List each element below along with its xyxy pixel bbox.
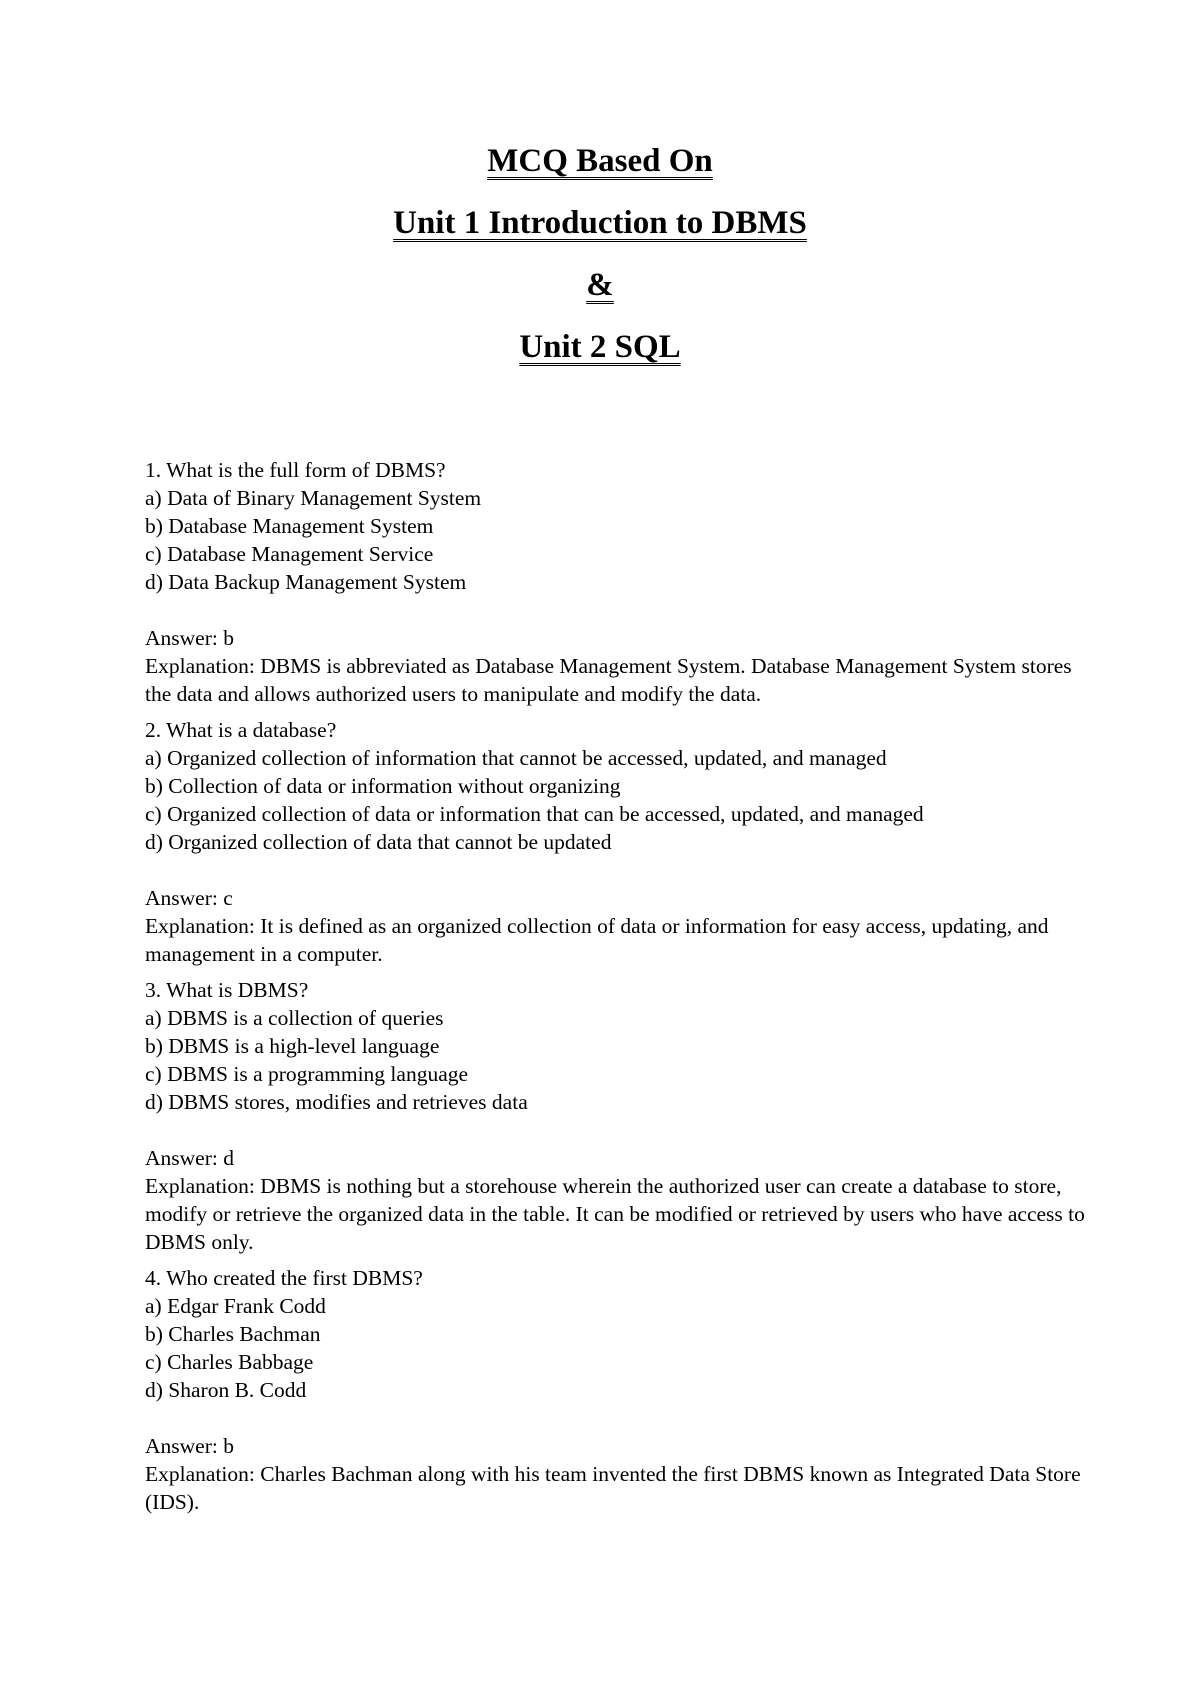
option-a: a) Data of Binary Management System	[145, 486, 482, 510]
answer-text: Answer: d	[145, 1146, 234, 1170]
title-line-1: MCQ Based On	[487, 143, 713, 179]
title-line-3: &	[586, 267, 614, 303]
question-text: 3. What is DBMS?	[145, 978, 309, 1002]
explanation-text: Explanation: DBMS is nothing but a storehouse wherein the authorized user can create a database to store, modify or retrieve the organized data in the table. It can be modified or retrieved by users who have access to DBMS only.	[145, 1174, 1085, 1254]
option-c: c) Database Management Service	[145, 542, 434, 566]
explanation-text: Explanation: DBMS is abbreviated as Database Management System. Database Management System stores the data and allows authorized users to manipulate and modify the data.	[145, 654, 1072, 706]
question-text: 4. Who created the first DBMS?	[145, 1266, 423, 1290]
title-line-4: Unit 2 SQL	[519, 329, 681, 365]
option-a: a) Edgar Frank Codd	[145, 1294, 326, 1318]
option-d: d) Data Backup Management System	[145, 570, 467, 594]
question-block-4	[145, 1264, 1085, 1516]
explanation-text: Explanation: Charles Bachman along with his team invented the first DBMS known as Integrated Data Store (IDS).	[145, 1462, 1081, 1514]
title-block	[0, 145, 1200, 393]
question-block-3	[145, 976, 1085, 1256]
option-b: b) Charles Bachman	[145, 1322, 321, 1346]
title-line-2: Unit 1 Introduction to DBMS	[393, 205, 807, 241]
questions-list	[145, 456, 1085, 1524]
option-d: d) DBMS stores, modifies and retrieves data	[145, 1090, 528, 1114]
question-block-1	[145, 456, 1085, 708]
option-d: d) Sharon B. Codd	[145, 1378, 307, 1402]
question-text: 2. What is a database?	[145, 718, 337, 742]
option-b: b) Database Management System	[145, 514, 434, 538]
option-d: d) Organized collection of data that cannot be updated	[145, 830, 612, 854]
option-a: a) DBMS is a collection of queries	[145, 1006, 444, 1030]
option-b: b) Collection of data or information without organizing	[145, 774, 621, 798]
option-b: b) DBMS is a high-level language	[145, 1034, 440, 1058]
explanation-text: Explanation: It is defined as an organized collection of data or information for easy access, updating, and management in a computer.	[145, 914, 1049, 966]
option-c: c) Organized collection of data or information that can be accessed, updated, and managed	[145, 802, 924, 826]
answer-text: Answer: c	[145, 886, 233, 910]
answer-text: Answer: b	[145, 1434, 234, 1458]
option-a: a) Organized collection of information that cannot be accessed, updated, and managed	[145, 746, 887, 770]
answer-text: Answer: b	[145, 626, 234, 650]
option-c: c) DBMS is a programming language	[145, 1062, 469, 1086]
question-text: 1. What is the full form of DBMS?	[145, 458, 446, 482]
question-block-2	[145, 716, 1085, 968]
option-c: c) Charles Babbage	[145, 1350, 314, 1374]
